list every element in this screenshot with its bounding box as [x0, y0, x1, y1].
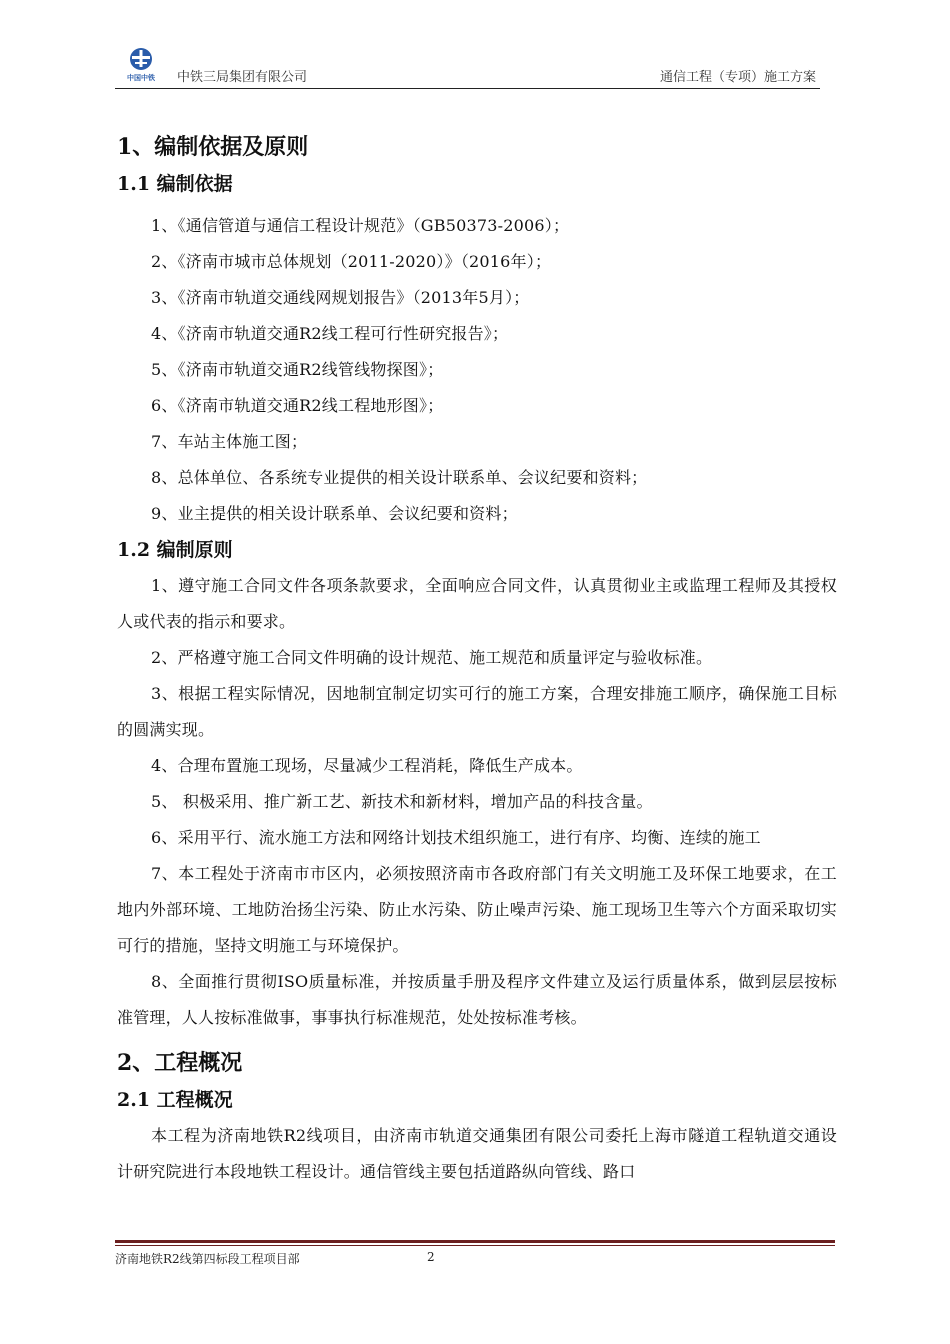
- basis-item: 2、《济南市城市总体规划（2011-2020）》（2016年）；: [151, 252, 552, 271]
- company-name: 中铁三局集团有限公司: [177, 70, 308, 85]
- page-number: 2: [427, 1250, 435, 1264]
- overview-paragraph: 本工程为济南地铁R2线项目，由济南市轨道交通集团有限公司委托上海市隧道工程轨道交通设计研究院进行本段地铁工程设计。通信管线主要包括道路纵向管线、路口: [117, 1126, 837, 1181]
- basis-item: 6、《济南市轨道交通R2线工程地形图》；: [151, 396, 444, 415]
- document-title: 通信工程（专项）施工方案: [659, 70, 816, 85]
- crcc-logo: [121, 44, 161, 84]
- footer-rule: [115, 1240, 835, 1243]
- footer-project: 济南地铁R2线第四标段工程项目部: [115, 1252, 300, 1266]
- basis-item: 9、业主提供的相关设计联系单、会议纪要和资料；: [151, 504, 518, 523]
- principle-item: 7、本工程处于济南市市区内，必须按照济南市各政府部门有关文明施工及环保工地要求，在工地内外部环境、工地防治扬尘污染、防止水污染、防止噪声污染、施工现场卫生等六个方面采取切实可行的措施，坚持文明施工与环境保护。: [117, 864, 837, 955]
- basis-item: 4、《济南市轨道交通R2线工程可行性研究报告》；: [151, 324, 509, 343]
- principle-item: 8、全面推行贯彻ISO质量标准，并按质量手册及程序文件建立及运行质量体系，做到层层按标准管理，人人按标准做事，事事执行标准规范，处处按标准考核。: [117, 972, 837, 1027]
- principle-item: 6、采用平行、流水施工方法和网络计划技术组织施工，进行有序、均衡、连续的施工: [151, 828, 761, 847]
- page-header: [115, 40, 820, 90]
- section-heading: 1、编制依据及原则: [117, 134, 309, 160]
- basis-item: 7、车站主体施工图；: [151, 432, 308, 451]
- principle-item: 2、严格遵守施工合同文件明确的设计规范、施工规范和质量评定与验收标准。: [151, 648, 713, 667]
- footer-rule-thin: [115, 1245, 835, 1246]
- subsection-heading: 2.1 工程概况: [117, 1089, 233, 1111]
- header-rule: [115, 88, 820, 89]
- basis-item: 1、《通信管道与通信工程设计规范》（GB50373-2006）；: [151, 216, 570, 235]
- basis-item: 8、总体单位、各系统专业提供的相关设计联系单、会议纪要和资料；: [151, 468, 648, 487]
- principle-item: 3、根据工程实际情况，因地制宜制定切实可行的施工方案，合理安排施工顺序，确保施工目标的圆满实现。: [117, 684, 837, 739]
- basis-item: 5、《济南市轨道交通R2线管线物探图》；: [151, 360, 444, 379]
- svg-text:中国中铁: 中国中铁: [127, 74, 155, 82]
- principle-item: 1、遵守施工合同文件各项条款要求，全面响应合同文件，认真贯彻业主或监理工程师及其授权人或代表的指示和要求。: [117, 576, 837, 631]
- basis-item: 3、《济南市轨道交通线网规划报告》（2013年5月）；: [151, 288, 530, 307]
- principle-item: 5、 积极采用、推广新工艺、新技术和新材料，增加产品的科技含量。: [151, 792, 653, 811]
- subsection-heading: 1.2 编制原则: [117, 539, 233, 561]
- section-heading: 2、工程概况: [117, 1050, 243, 1076]
- page-content: [117, 128, 837, 1190]
- page-footer: [115, 1236, 835, 1276]
- subsection-heading: 1.1 编制依据: [117, 173, 233, 195]
- principle-item: 4、合理布置施工现场，尽量减少工程消耗，降低生产成本。: [151, 756, 583, 775]
